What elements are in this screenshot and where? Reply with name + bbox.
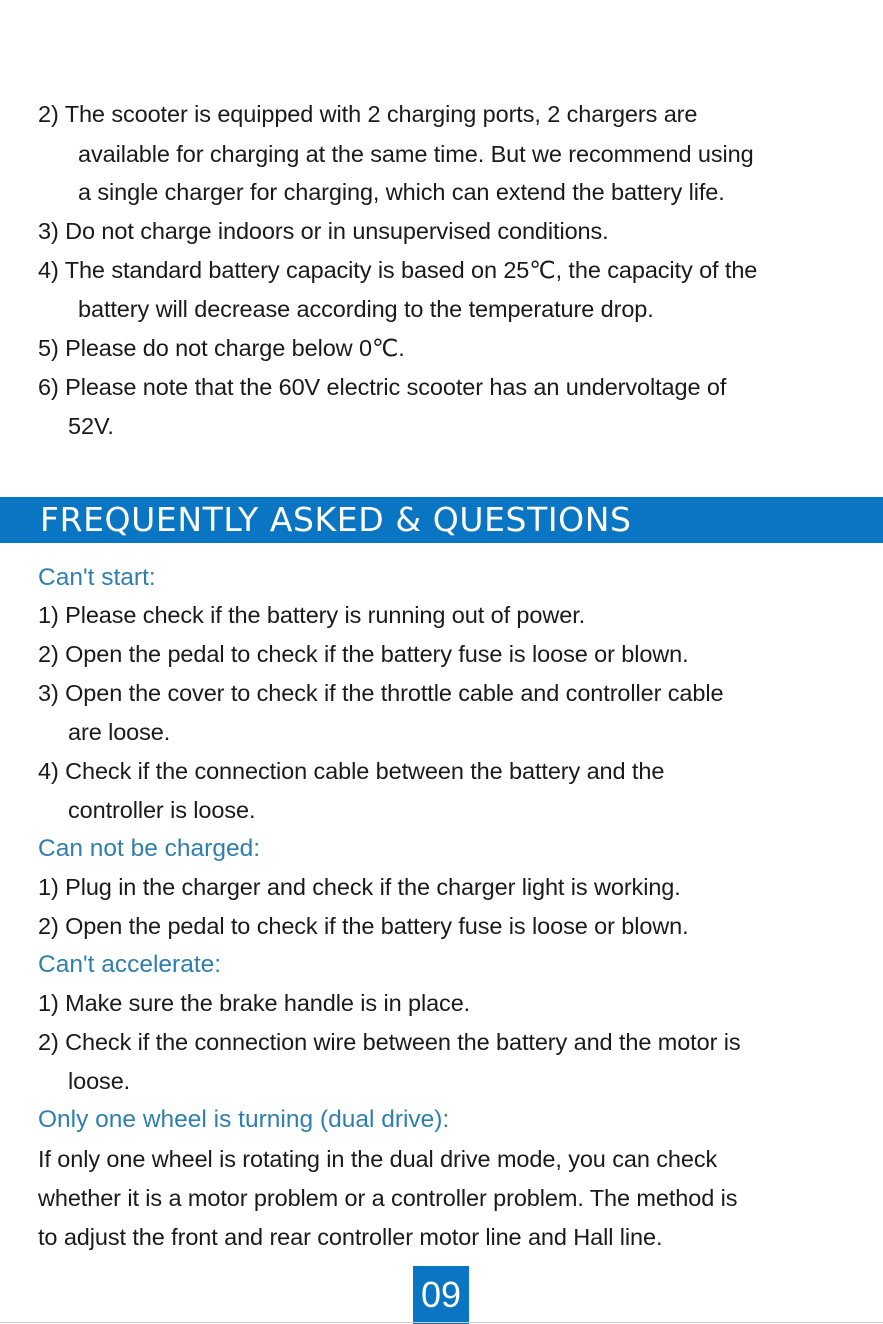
faq-cant-start-item-3-line-2: are loose.	[68, 719, 171, 745]
faq-cant-start-item-1: 1) Please check if the battery is running out of power.	[38, 602, 586, 628]
faq-heading-cant-charge: Can not be charged:	[38, 835, 261, 862]
intro-item-2-line-3: a single charger for charging, which can extend the battery life.	[78, 179, 725, 205]
bottom-divider	[0, 1322, 883, 1323]
intro-item-6-line-1: 6) Please note that the 60V electric scooter has an undervoltage of	[38, 374, 727, 400]
faq-cant-start-item-3-line-1: 3) Open the cover to check if the throttle cable and controller cable	[38, 680, 724, 706]
faq-one-wheel-line-2: whether it is a motor problem or a controller problem. The method is	[38, 1185, 738, 1211]
page-number: 09	[420, 1274, 462, 1315]
intro-item-6-line-2: 52V.	[68, 413, 114, 439]
faq-one-wheel-line-1: If only one wheel is rotating in the dual drive mode, you can check	[38, 1146, 718, 1172]
faq-cant-start-item-4-line-2: controller is loose.	[68, 797, 256, 823]
faq-heading-cant-start: Can't start:	[38, 564, 156, 591]
intro-item-5: 5) Please do not charge below 0℃.	[38, 335, 405, 361]
intro-item-2-line-1: 2) The scooter is equipped with 2 charging ports, 2 chargers are	[38, 101, 698, 127]
faq-one-wheel-line-3: to adjust the front and rear controller motor line and Hall line.	[38, 1224, 663, 1250]
page-number-badge	[413, 1266, 469, 1324]
intro-item-3: 3) Do not charge indoors or in unsupervised conditions.	[38, 218, 609, 244]
faq-cant-start-item-2: 2) Open the pedal to check if the battery fuse is loose or blown.	[38, 641, 689, 667]
faq-cant-start-item-4-line-1: 4) Check if the connection cable between the battery and the	[38, 758, 665, 784]
faq-cant-charge-item-2: 2) Open the pedal to check if the battery fuse is loose or blown.	[38, 913, 689, 939]
intro-item-4-line-2: battery will decrease according to the temperature drop.	[78, 296, 654, 322]
faq-heading-cant-accelerate: Can't accelerate:	[38, 951, 222, 978]
faq-heading-one-wheel: Only one wheel is turning (dual drive):	[38, 1106, 450, 1133]
intro-item-2-line-2: available for charging at the same time. But we recommend using	[78, 141, 754, 167]
section-banner-title: FREQUENTLY ASKED & QUESTIONS	[40, 500, 632, 539]
faq-cant-accelerate-item-2-line-2: loose.	[68, 1068, 131, 1094]
faq-cant-charge-item-1: 1) Plug in the charger and check if the charger light is working.	[38, 874, 681, 900]
intro-item-4-line-1: 4) The standard battery capacity is based on 25℃, the capacity of the	[38, 257, 758, 283]
faq-cant-accelerate-item-2-line-1: 2) Check if the connection wire between the battery and the motor is	[38, 1029, 741, 1055]
section-banner	[0, 497, 883, 543]
faq-cant-accelerate-item-1: 1) Make sure the brake handle is in place.	[38, 990, 471, 1016]
